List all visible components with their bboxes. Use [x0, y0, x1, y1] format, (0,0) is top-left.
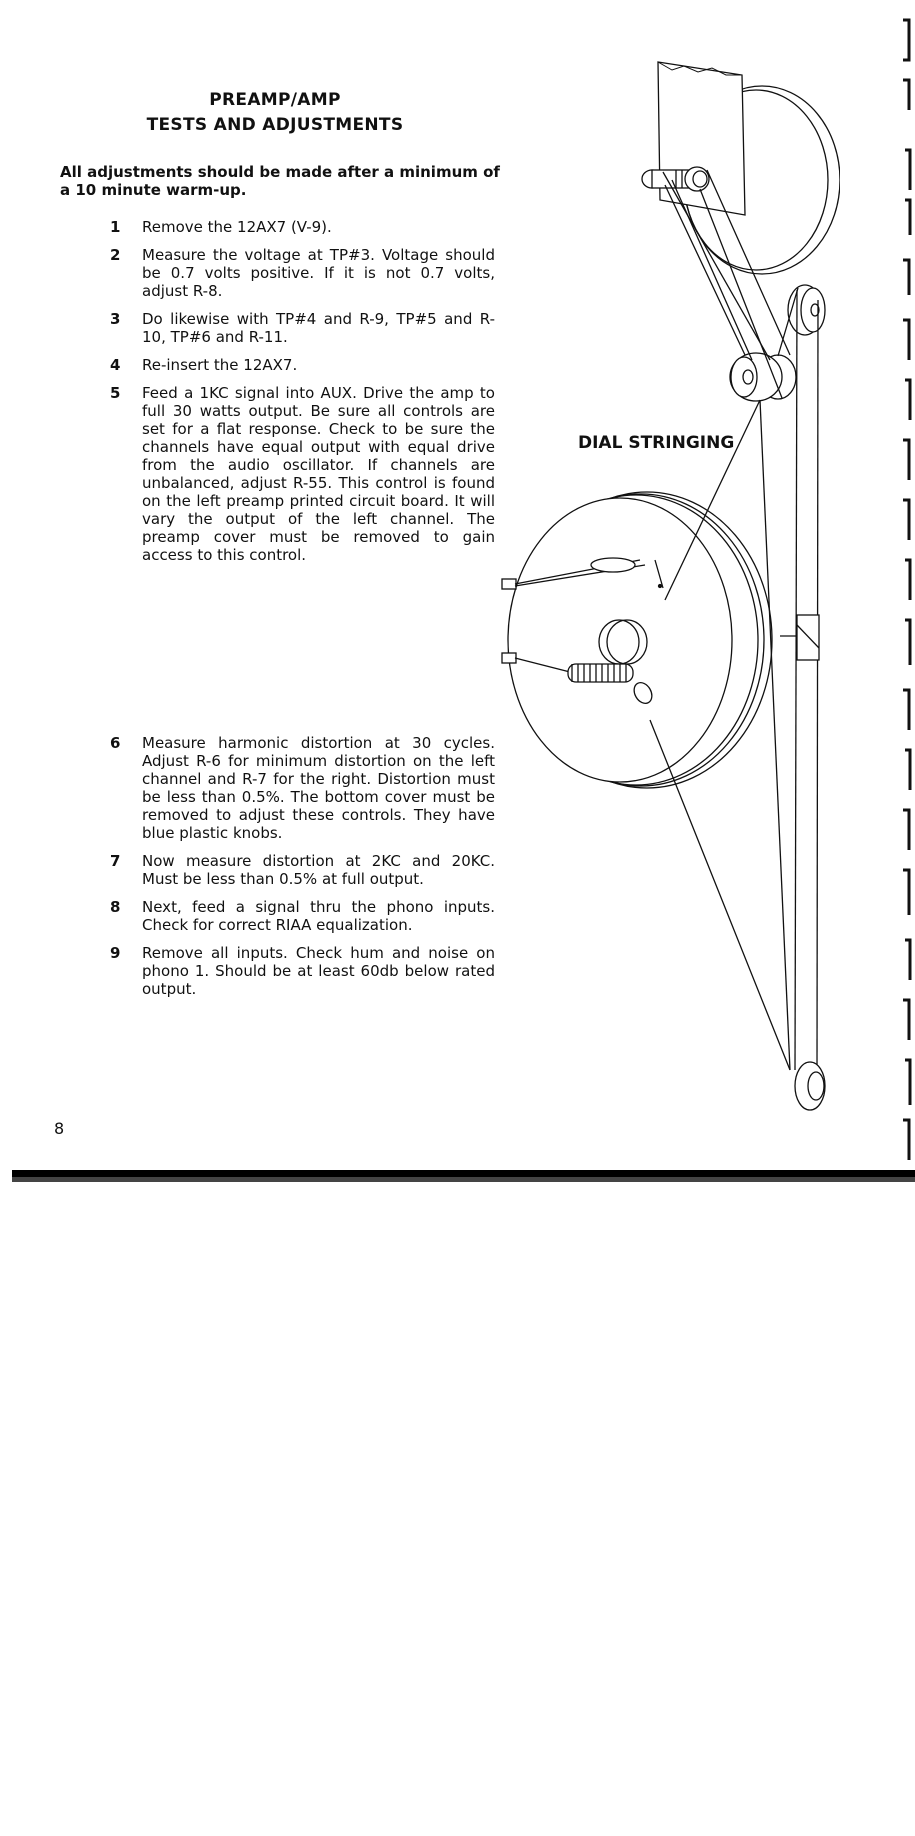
- diagram-label: DIAL STRINGING: [578, 433, 735, 453]
- step-item: [110, 384, 495, 564]
- step-item: [110, 310, 495, 346]
- step-item: [110, 852, 495, 888]
- idler-pulley-top: [788, 285, 825, 335]
- dial-drum: [508, 492, 772, 788]
- page-title-line2: TESTS AND ADJUSTMENTS: [146, 115, 404, 135]
- step-text: Remove all inputs. Check hum and noise on phono 1. Should be at least 60db below rated output.: [142, 944, 495, 998]
- page-number: 8: [54, 1119, 65, 1138]
- step-number: 5: [110, 384, 121, 402]
- step-item: [110, 218, 495, 236]
- step-number: 3: [110, 310, 121, 328]
- step-item: [110, 944, 495, 998]
- step-number: 1: [110, 218, 121, 236]
- step-text: Next, feed a signal thru the phono inputs. Check for correct RIAA equalization.: [142, 898, 495, 934]
- step-number: 2: [110, 246, 121, 264]
- step-text: Re-insert the 12AX7.: [142, 356, 298, 374]
- dial-stringing-diagram: [490, 45, 840, 1115]
- step-item: [110, 734, 495, 842]
- steps-list-1-5: [110, 218, 495, 574]
- step-text: Do likewise with TP#4 and R-9, TP#5 and R-10, TP#6 and R-11.: [142, 310, 495, 346]
- dial-pointer: [780, 615, 819, 660]
- step-item: [110, 356, 495, 374]
- step-text: Measure the voltage at TP#3. Voltage should be 0.7 volts positive. If it is not 0.7 volts, adjust R-8.: [142, 246, 495, 300]
- intro-note: All adjustments should be made after a minimum of a 10 minute warm-up.: [60, 163, 500, 199]
- step-text: Measure harmonic distortion at 30 cycles. Adjust R-6 for minimum distortion on the left channel and R-7 for the right. Distortion must be less than 0.5%. The bottom cover must be removed to adjust these controls. They have blue plastic knobs.: [142, 734, 495, 842]
- idler-pulley-bottom: [795, 1062, 825, 1110]
- step-text: Now measure distortion at 2KC and 20KC. Must be less than 0.5% at full output.: [142, 852, 495, 888]
- step-item: [110, 898, 495, 934]
- page-title-line1: PREAMP/AMP: [209, 90, 341, 110]
- step-text: Feed a 1KC signal into AUX. Drive the amp to full 30 watts output. Be sure all controls are set for a flat response. Check to be sure the channels have equal output with equal drive from the audio oscillator. If channels are unbalanced, adjust R-55. This control is found on the left preamp printed circuit board. It will vary the output of the left channel. The preamp cover must be removed to gain access to this control.: [142, 384, 495, 564]
- step-number: 4: [110, 356, 121, 374]
- step-number: 9: [110, 944, 121, 962]
- bottom-rule: [12, 1170, 915, 1182]
- step-number: 7: [110, 852, 121, 870]
- steps-list-6-9: [110, 734, 495, 1008]
- step-item: [110, 246, 495, 300]
- step-text: Remove the 12AX7 (V-9).: [142, 218, 332, 236]
- step-number: 6: [110, 734, 121, 752]
- step-number: 8: [110, 898, 121, 916]
- binding-edge: [895, 0, 915, 1165]
- idler-pulley-middle: [730, 353, 796, 401]
